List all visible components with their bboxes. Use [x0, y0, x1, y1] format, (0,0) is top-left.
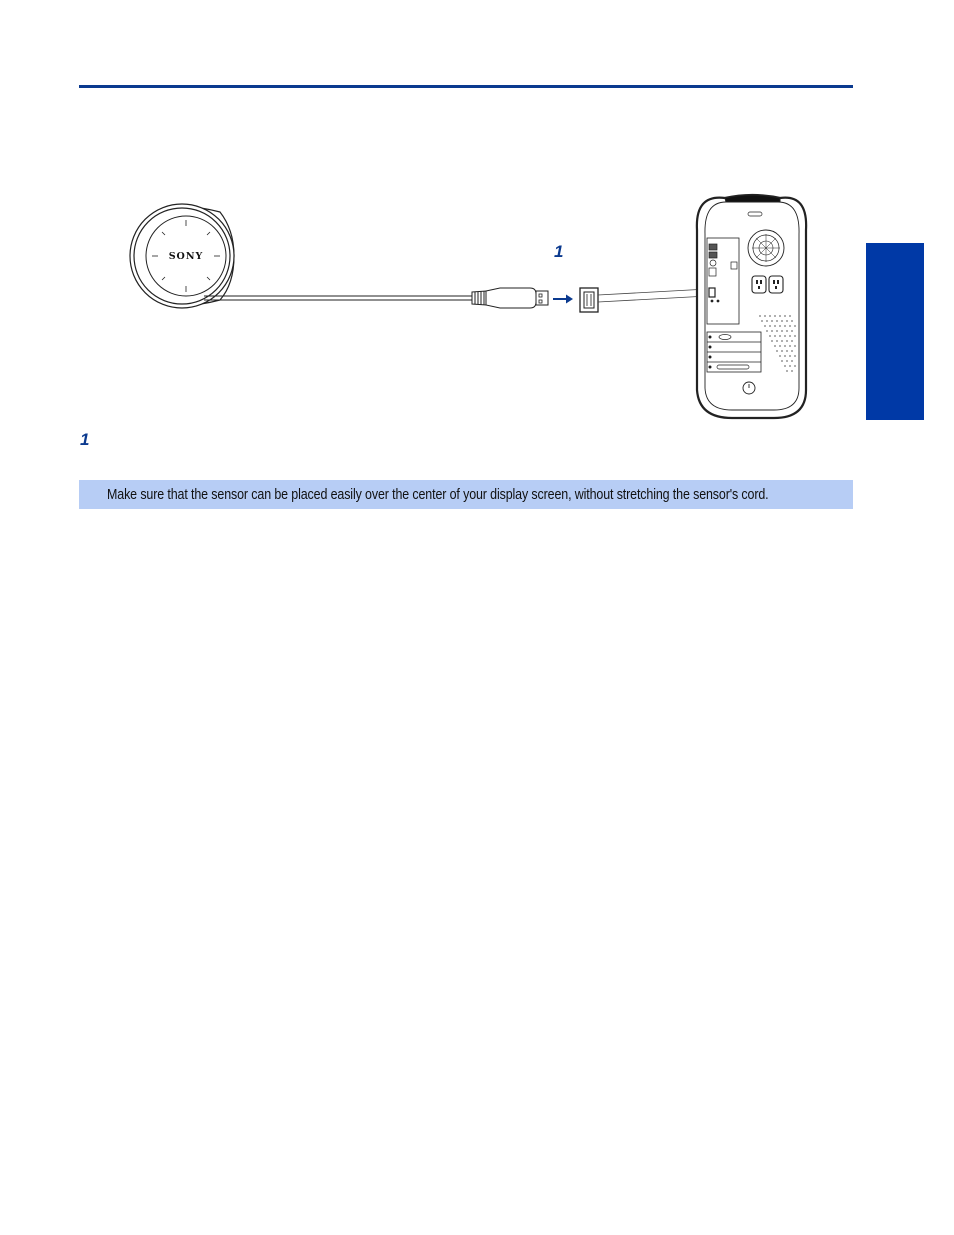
step-number: 1: [80, 430, 90, 449]
sensor-cable: [204, 296, 472, 300]
note-text: Make sure that the sensor can be placed easily over the center of your display screen, without stretching the sensor's cord.: [107, 486, 769, 503]
callout-lines: [598, 289, 708, 302]
usb-port-closeup: [580, 288, 598, 312]
note-box: [79, 480, 853, 509]
sensor-brand-logo: SONY: [168, 251, 204, 262]
insert-arrow-icon: [553, 295, 573, 304]
header-rule: [79, 85, 853, 88]
figure-step-number: 1: [554, 242, 564, 261]
usb-plug: [472, 288, 548, 308]
computer-tower: [697, 195, 806, 418]
connection-illustration: [120, 190, 820, 425]
section-side-tab[interactable]: [866, 243, 924, 420]
